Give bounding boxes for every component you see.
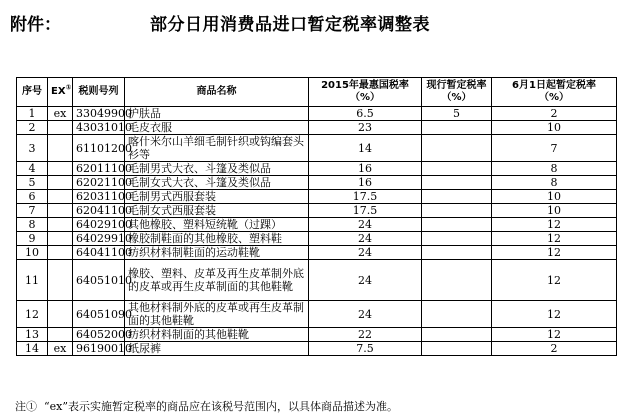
table-header-row (17, 78, 617, 107)
cell-current (422, 260, 492, 301)
cell-current (422, 301, 492, 328)
cell-current (422, 135, 492, 162)
cell-new: 12 (492, 218, 617, 232)
cell-mfn: 24 (309, 301, 422, 328)
cell-mfn: 7.5 (309, 342, 422, 356)
header-code: 税则号列 (73, 78, 125, 107)
cell-ex (48, 135, 73, 162)
cell-code: 62041100 (73, 204, 125, 218)
cell-mfn: 24 (309, 260, 422, 301)
cell-name: 毛制男式西服套装 (125, 190, 309, 204)
cell-code: 64041100 (73, 246, 125, 260)
cell-current (422, 121, 492, 135)
document-title: 部分日用消费品进口暂定税率调整表 (150, 15, 430, 35)
table-row (17, 260, 617, 301)
footnote: 注① “ex”表示实施暂定税率的商品应在该税号范围内，以具体商品描述为准。 (15, 400, 398, 413)
cell-name: 纸尿裤 (125, 342, 309, 356)
cell-seq: 14 (17, 342, 48, 356)
cell-new: 12 (492, 328, 617, 342)
cell-mfn: 14 (309, 135, 422, 162)
cell-code: 62011100 (73, 162, 125, 176)
cell-new: 10 (492, 121, 617, 135)
cell-ex: ex (48, 107, 73, 121)
cell-mfn: 24 (309, 246, 422, 260)
cell-new: 12 (492, 301, 617, 328)
cell-name: 纺织材料制鞋面的运动鞋靴 (125, 246, 309, 260)
cell-current (422, 204, 492, 218)
header-new-line1: 6月1日起暂定税率 (512, 80, 596, 91)
cell-name: 喀什米尔山羊细毛制针织或钩编套头衫等 (125, 135, 309, 162)
table-row (17, 121, 617, 135)
cell-ex (48, 121, 73, 135)
cell-name: 橡胶制鞋面的其他橡胶、塑料鞋 (125, 232, 309, 246)
table-row (17, 218, 617, 232)
cell-new: 8 (492, 162, 617, 176)
cell-ex (48, 204, 73, 218)
cell-seq: 9 (17, 232, 48, 246)
cell-code: 64052000 (73, 328, 125, 342)
cell-name: 其他橡胶、塑料短统靴（过踝） (125, 218, 309, 232)
cell-current: 5 (422, 107, 492, 121)
cell-seq: 8 (17, 218, 48, 232)
header-mfn (309, 78, 422, 107)
cell-mfn: 17.5 (309, 190, 422, 204)
cell-current (422, 176, 492, 190)
header-new-line2: （%） (538, 92, 570, 103)
cell-code: 64029100 (73, 218, 125, 232)
cell-ex (48, 260, 73, 301)
cell-code: 61101200 (73, 135, 125, 162)
cell-mfn: 16 (309, 162, 422, 176)
cell-new: 8 (492, 176, 617, 190)
header-ex-sup: ① (65, 83, 72, 92)
table-row (17, 328, 617, 342)
cell-mfn: 22 (309, 328, 422, 342)
cell-mfn: 24 (309, 232, 422, 246)
header-current-line1: 现行暂定税率 (426, 80, 487, 91)
cell-ex (48, 162, 73, 176)
table-row (17, 107, 617, 121)
cell-new: 2 (492, 107, 617, 121)
cell-mfn: 23 (309, 121, 422, 135)
header-mfn-line1: 2015年最惠国税率 (321, 80, 409, 91)
cell-ex (48, 176, 73, 190)
header-name: 商品名称 (125, 78, 309, 107)
document-header (0, 8, 640, 38)
cell-name: 橡胶、塑料、皮革及再生皮革制外底的皮革或再生皮革制面的其他鞋靴 (125, 260, 309, 301)
cell-seq: 3 (17, 135, 48, 162)
cell-seq: 13 (17, 328, 48, 342)
table-row (17, 162, 617, 176)
cell-seq: 4 (17, 162, 48, 176)
cell-name: 纺织材料制面的其他鞋靴 (125, 328, 309, 342)
table-row (17, 232, 617, 246)
cell-mfn: 16 (309, 176, 422, 190)
cell-seq: 1 (17, 107, 48, 121)
cell-new: 7 (492, 135, 617, 162)
header-ex (48, 78, 73, 107)
header-new (492, 78, 617, 107)
cell-new: 12 (492, 232, 617, 246)
table-row (17, 204, 617, 218)
cell-name: 毛制女式西服套装 (125, 204, 309, 218)
cell-current (422, 190, 492, 204)
cell-code: 64051090 (73, 301, 125, 328)
cell-current (422, 246, 492, 260)
cell-seq: 7 (17, 204, 48, 218)
header-ex-text: EX (51, 86, 66, 97)
cell-current (422, 232, 492, 246)
header-seq: 序号 (17, 78, 48, 107)
cell-current (422, 218, 492, 232)
table-row (17, 190, 617, 204)
cell-mfn: 6.5 (309, 107, 422, 121)
header-mfn-line2: （%） (349, 92, 381, 103)
cell-seq: 11 (17, 260, 48, 301)
header-current-line2: （%） (441, 92, 472, 103)
cell-ex: ex (48, 342, 73, 356)
cell-ex (48, 232, 73, 246)
cell-new: 2 (492, 342, 617, 356)
cell-current (422, 328, 492, 342)
cell-name: 毛皮衣服 (125, 121, 309, 135)
cell-seq: 12 (17, 301, 48, 328)
table-row (17, 301, 617, 328)
cell-name: 毛制男式大衣、斗篷及类似品 (125, 162, 309, 176)
cell-name: 护肤品 (125, 107, 309, 121)
header-current (422, 78, 492, 107)
table-row (17, 246, 617, 260)
cell-seq: 2 (17, 121, 48, 135)
cell-ex (48, 301, 73, 328)
cell-new: 12 (492, 246, 617, 260)
table-row (17, 342, 617, 356)
cell-new: 12 (492, 260, 617, 301)
tariff-table (16, 77, 617, 356)
cell-code: 62021100 (73, 176, 125, 190)
cell-seq: 6 (17, 190, 48, 204)
cell-ex (48, 190, 73, 204)
cell-current (422, 342, 492, 356)
cell-seq: 10 (17, 246, 48, 260)
table-row (17, 135, 617, 162)
cell-name: 毛制女式大衣、斗篷及类似品 (125, 176, 309, 190)
cell-code: 64029910 (73, 232, 125, 246)
cell-name: 其他材料制外底的皮革或再生皮革制面的其他鞋靴 (125, 301, 309, 328)
table-row (17, 176, 617, 190)
cell-code: 43031010 (73, 121, 125, 135)
cell-new: 10 (492, 190, 617, 204)
cell-code: 64051010 (73, 260, 125, 301)
cell-code: 96190010 (73, 342, 125, 356)
cell-ex (48, 246, 73, 260)
cell-seq: 5 (17, 176, 48, 190)
cell-ex (48, 328, 73, 342)
cell-mfn: 17.5 (309, 204, 422, 218)
cell-current (422, 162, 492, 176)
attachment-label: 附件： (10, 15, 61, 35)
cell-ex (48, 218, 73, 232)
cell-mfn: 24 (309, 218, 422, 232)
cell-code: 62031100 (73, 190, 125, 204)
cell-new: 10 (492, 204, 617, 218)
cell-code: 33049900 (73, 107, 125, 121)
